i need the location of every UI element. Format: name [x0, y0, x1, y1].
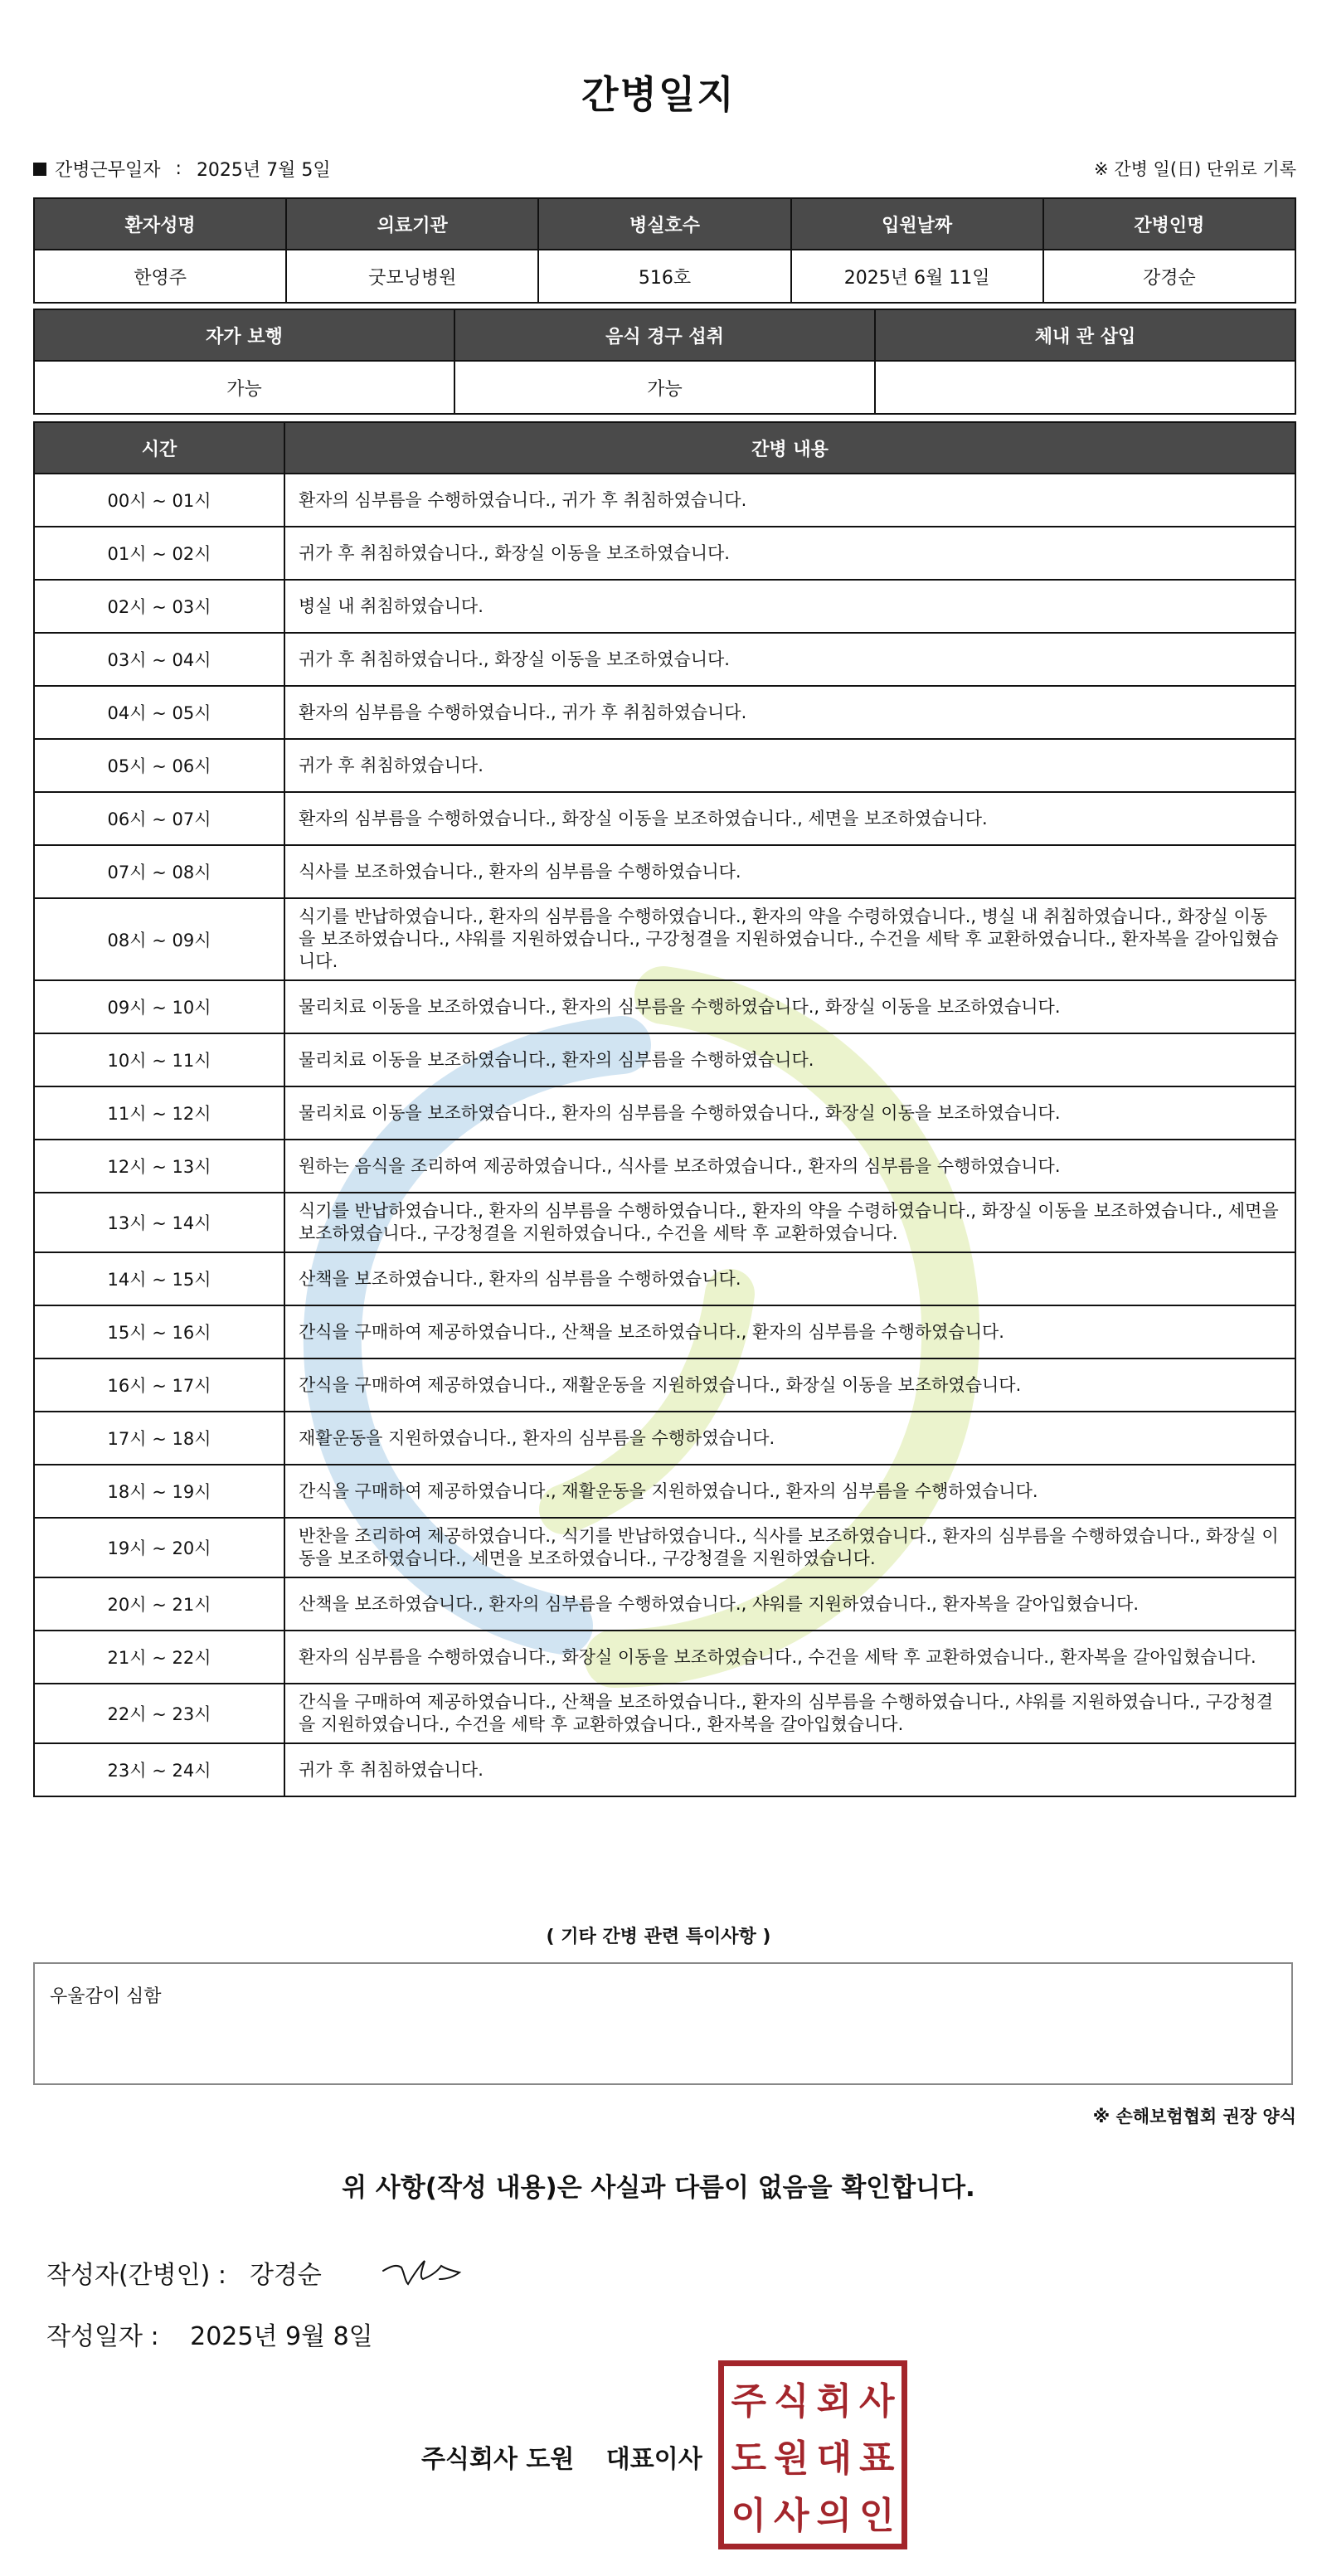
log-time-cell: 16시 ~ 17시	[34, 1358, 284, 1412]
table-row	[34, 898, 1295, 980]
seal-char: 도	[731, 2437, 766, 2480]
log-time-cell: 15시 ~ 16시	[34, 1305, 284, 1358]
room-header: 병실호수	[538, 198, 790, 250]
table-row	[34, 686, 1295, 739]
table-row	[34, 474, 1295, 527]
log-time-cell: 22시 ~ 23시	[34, 1684, 284, 1743]
log-content-cell: 간식을 구매하여 제공하였습니다., 재활운동을 지원하였습니다., 환자의 심부름을 수행하였습니다.	[284, 1465, 1295, 1518]
seal-char: 식	[773, 2380, 809, 2423]
table-row	[34, 1305, 1295, 1358]
bullet-square-icon	[33, 163, 46, 176]
table-row	[34, 792, 1295, 845]
log-content-cell: 산책을 보조하였습니다., 환자의 심부름을 수행하였습니다.	[284, 1252, 1295, 1305]
table-row	[34, 1577, 1295, 1631]
notes-box	[33, 1962, 1293, 2085]
company-seal	[718, 2360, 907, 2549]
notes-content: 우울감이 심함	[50, 1986, 162, 2007]
table-row	[34, 1193, 1295, 1252]
log-time-cell: 07시 ~ 08시	[34, 845, 284, 898]
confirmation-statement: 위 사항(작성 내용)은 사실과 다름이 없음을 확인합니다.	[342, 2173, 975, 2203]
oral-intake-value: 가능	[454, 361, 875, 414]
log-time-cell: 02시 ~ 03시	[34, 580, 284, 633]
log-time-cell: 06시 ~ 07시	[34, 792, 284, 845]
seal-char: 표	[858, 2437, 895, 2480]
log-content-cell: 병실 내 취침하였습니다.	[284, 580, 1295, 633]
work-date-separator: :	[175, 158, 182, 179]
oral-intake-header: 음식 경구 섭취	[454, 309, 875, 361]
time-header: 시간	[34, 422, 284, 474]
work-date-value: 2025년 7월 5일	[196, 160, 331, 181]
company-line	[421, 2438, 702, 2475]
log-time-cell: 13시 ~ 14시	[34, 1193, 284, 1252]
log-time-cell: 01시 ~ 02시	[34, 527, 284, 580]
log-time-cell: 20시 ~ 21시	[34, 1577, 284, 1631]
table-row	[34, 633, 1295, 686]
log-content-cell: 반찬을 조리하여 제공하였습니다., 식기를 반납하였습니다., 식사를 보조하였습니다., 환자의 심부름을 수행하였습니다., 화장실 이동을 보조하였습니다., 세면을 보조하였습니다., 구강청결을 지원하였습니다.	[284, 1518, 1295, 1577]
log-content-cell: 환자의 심부름을 수행하였습니다., 귀가 후 취침하였습니다.	[284, 686, 1295, 739]
log-content-cell: 물리치료 이동을 보조하였습니다., 환자의 심부름을 수행하였습니다., 화장실 이동을 보조하였습니다.	[284, 1086, 1295, 1140]
table-row	[34, 1086, 1295, 1140]
patient-status-table	[33, 309, 1296, 415]
log-time-cell: 17시 ~ 18시	[34, 1412, 284, 1465]
hospital-header: 의료기관	[286, 198, 538, 250]
seal-char: 사	[858, 2380, 895, 2423]
seal-char: 인	[858, 2494, 895, 2537]
log-content-cell: 식기를 반납하였습니다., 환자의 심부름을 수행하였습니다., 환자의 약을 수령하였습니다., 화장실 이동을 보조하였습니다., 세면을 보조하였습니다., 구강청결을 지원하였습니다., 수건을 세탁 후 교환하였습니다.	[284, 1193, 1295, 1252]
log-time-cell: 14시 ~ 15시	[34, 1252, 284, 1305]
log-time-cell: 05시 ~ 06시	[34, 739, 284, 792]
writer-name: 강경순	[249, 2261, 322, 2290]
seal-char: 의	[816, 2494, 852, 2537]
company-name: 주식회사 도원	[421, 2445, 575, 2474]
caregiver-value: 강경순	[1043, 250, 1295, 303]
tube-header: 체내 관 삽입	[875, 309, 1295, 361]
room-value: 516호	[538, 250, 790, 303]
table-row	[34, 1358, 1295, 1412]
seal-char: 대	[816, 2437, 852, 2480]
log-content-cell: 물리치료 이동을 보조하였습니다., 환자의 심부름을 수행하였습니다.	[284, 1033, 1295, 1086]
table-row	[34, 527, 1295, 580]
admission-date-header: 입원날짜	[791, 198, 1043, 250]
log-content-cell: 귀가 후 취침하였습니다., 화장실 이동을 보조하였습니다.	[284, 633, 1295, 686]
log-time-cell: 04시 ~ 05시	[34, 686, 284, 739]
recommendation-note: ※ 손해보험협회 권장 양식	[1092, 2107, 1296, 2126]
log-content-cell: 귀가 후 취침하였습니다.	[284, 739, 1295, 792]
log-time-cell: 09시 ~ 10시	[34, 980, 284, 1033]
log-content-cell: 환자의 심부름을 수행하였습니다., 귀가 후 취침하였습니다.	[284, 474, 1295, 527]
table-row	[34, 739, 1295, 792]
log-content-cell: 간식을 구매하여 제공하였습니다., 재활운동을 지원하였습니다., 화장실 이동을 보조하였습니다.	[284, 1358, 1295, 1412]
company-rep: 대표이사	[605, 2445, 702, 2474]
content-header: 간병 내용	[284, 422, 1295, 474]
seal-char: 주	[731, 2380, 766, 2423]
log-time-cell: 11시 ~ 12시	[34, 1086, 284, 1140]
log-content-cell: 귀가 후 취침하였습니다., 화장실 이동을 보조하였습니다.	[284, 527, 1295, 580]
patient-name-header: 환자성명	[34, 198, 286, 250]
admission-date-value: 2025년 6월 11일	[791, 250, 1043, 303]
log-content-cell: 산책을 보조하였습니다., 환자의 심부름을 수행하였습니다., 샤워를 지원하였습니다., 환자복을 갈아입혔습니다.	[284, 1577, 1295, 1631]
table-row	[34, 1465, 1295, 1518]
seal-char: 이	[731, 2494, 766, 2537]
written-date-label: 작성일자 :	[46, 2322, 159, 2351]
table-row	[34, 1631, 1295, 1684]
hospital-value: 굿모닝병원	[286, 250, 538, 303]
log-content-cell: 물리치료 이동을 보조하였습니다., 환자의 심부름을 수행하였습니다., 화장실 이동을 보조하였습니다.	[284, 980, 1295, 1033]
table-row	[34, 1252, 1295, 1305]
log-content-cell: 재활운동을 지원하였습니다., 환자의 심부름을 수행하였습니다.	[284, 1412, 1295, 1465]
written-date-line	[46, 2316, 373, 2352]
log-time-cell: 21시 ~ 22시	[34, 1631, 284, 1684]
seal-characters	[727, 2369, 898, 2540]
notes-title: ( 기타 간병 관련 특이사항 )	[546, 1927, 771, 1947]
log-time-cell: 19시 ~ 20시	[34, 1518, 284, 1577]
log-content-cell: 귀가 후 취침하였습니다.	[284, 1743, 1295, 1796]
log-time-cell: 23시 ~ 24시	[34, 1743, 284, 1796]
tube-value	[875, 361, 1295, 414]
table-row	[34, 1033, 1295, 1086]
log-content-cell: 간식을 구매하여 제공하였습니다., 산책을 보조하였습니다., 환자의 심부름을 수행하였습니다.	[284, 1305, 1295, 1358]
table-row	[34, 580, 1295, 633]
log-time-cell: 10시 ~ 11시	[34, 1033, 284, 1086]
table-row	[34, 845, 1295, 898]
log-content-cell: 식기를 반납하였습니다., 환자의 심부름을 수행하였습니다., 환자의 약을 수령하였습니다., 병실 내 취침하였습니다., 화장실 이동을 보조하였습니다., 샤워를 지원하였습니다., 구강청결을 지원하였습니다., 수건을 세탁 후 교환하였습니다., 환자복을 갈아입혔습니다.	[284, 898, 1295, 980]
work-date-line	[33, 156, 331, 182]
unit-note: ※ 간병 일(日) 단위로 기록	[1094, 159, 1296, 179]
log-time-cell: 03시 ~ 04시	[34, 633, 284, 686]
table-row	[34, 1518, 1295, 1577]
caregiver-header: 간병인명	[1043, 198, 1295, 250]
table-row	[34, 1140, 1295, 1193]
log-time-cell: 12시 ~ 13시	[34, 1140, 284, 1193]
care-log-table	[33, 421, 1296, 1797]
log-time-cell: 00시 ~ 01시	[34, 474, 284, 527]
log-time-cell: 08시 ~ 09시	[34, 898, 284, 980]
log-content-cell: 간식을 구매하여 제공하였습니다., 산책을 보조하였습니다., 환자의 심부름을 수행하였습니다., 샤워를 지원하였습니다., 구강청결을 지원하였습니다., 수건을 세탁 후 교환하였습니다., 환자복을 갈아입혔습니다.	[284, 1684, 1295, 1743]
signature-icon	[380, 2254, 463, 2291]
patient-info-table	[33, 197, 1296, 304]
seal-char: 원	[773, 2437, 809, 2480]
table-row	[34, 1684, 1295, 1743]
walking-header: 자가 보행	[34, 309, 454, 361]
log-content-cell: 환자의 심부름을 수행하였습니다., 화장실 이동을 보조하였습니다., 수건을 세탁 후 교환하였습니다., 환자복을 갈아입혔습니다.	[284, 1631, 1295, 1684]
seal-char: 회	[816, 2380, 852, 2423]
log-content-cell: 원하는 음식을 조리하여 제공하였습니다., 식사를 보조하였습니다., 환자의 심부름을 수행하였습니다.	[284, 1140, 1295, 1193]
seal-char: 사	[773, 2494, 809, 2537]
walking-value: 가능	[34, 361, 454, 414]
writer-line	[46, 2254, 463, 2291]
table-row	[34, 1743, 1295, 1796]
table-row	[34, 1412, 1295, 1465]
document-title: 간병일지	[581, 72, 736, 117]
table-row	[34, 980, 1295, 1033]
log-content-cell: 식사를 보조하였습니다., 환자의 심부름을 수행하였습니다.	[284, 845, 1295, 898]
log-time-cell: 18시 ~ 19시	[34, 1465, 284, 1518]
log-content-cell: 환자의 심부름을 수행하였습니다., 화장실 이동을 보조하였습니다., 세면을 보조하였습니다.	[284, 792, 1295, 845]
patient-name-value: 한영주	[34, 250, 286, 303]
writer-label: 작성자(간병인) :	[46, 2261, 226, 2290]
written-date-value: 2025년 9월 8일	[190, 2322, 373, 2351]
work-date-label: 간병근무일자	[55, 160, 161, 181]
